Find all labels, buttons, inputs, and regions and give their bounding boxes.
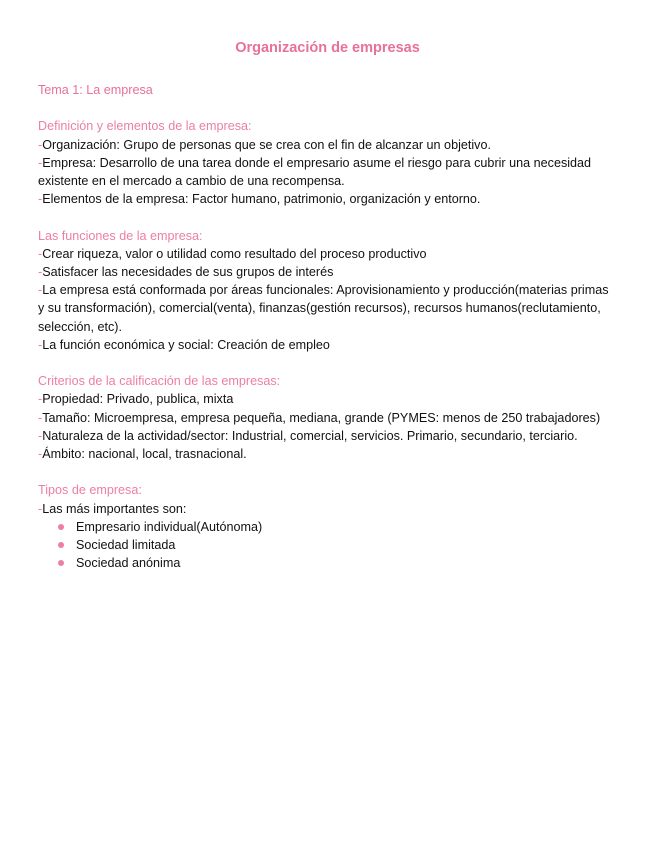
list-item: -La función económica y social: Creación de empleo [38, 337, 330, 352]
item-text: : Grupo de personas que se crea con el fin de alcanzar un objetivo. [116, 137, 491, 152]
section-types [38, 481, 618, 572]
item-label: Propiedad [42, 392, 100, 407]
section-heading: Las funciones de la empresa: [38, 228, 203, 243]
list-item: -Naturaleza de la actividad/sector: Industrial, comercial, servicios. Primario, secundario, terciario. [38, 428, 578, 443]
list-item: -Propiedad: Privado, publica, mixta [38, 392, 234, 407]
bullet-dot-icon [58, 524, 64, 530]
bullet-dot-icon [58, 560, 64, 566]
bullet-text: Sociedad anónima [76, 556, 181, 571]
section-heading: Tipos de empresa: [38, 483, 142, 498]
item-text: : Desarrollo de una tarea donde el empresario asume el riesgo para cubrir una necesidad existente en el mercado a cambio de una recompensa. [38, 155, 592, 188]
section-heading: Definición y elementos de la empresa: [38, 119, 252, 134]
spacer [38, 463, 618, 481]
list-item: -Satisfacer las necesidades de sus grupos de interés [38, 265, 334, 279]
list-item: -Tamaño: Microempresa, empresa pequeña, mediana, grande (PYMES: menos de 250 trabajadores) [38, 410, 601, 425]
list-item: -Elementos de la empresa: Factor humano, patrimonio, organización y entorno. [38, 192, 481, 207]
item-label: Naturaleza de la actividad/sector [42, 428, 225, 443]
section-functions [38, 227, 618, 354]
item-text: : nacional, local, trasnacional. [81, 447, 247, 462]
item-label: Satisfacer las necesidades de sus grupos de interés [42, 265, 334, 279]
document-body [38, 81, 618, 572]
page-title: Organización de empresas [235, 40, 420, 56]
list-item: -Organización: Grupo de personas que se crea con el fin de alcanzar un objetivo. [38, 137, 491, 152]
bullet-item [58, 536, 618, 554]
item-label: La función económica y social: Creación de empleo [42, 337, 330, 352]
company-types-list [38, 518, 618, 573]
item-label: Ámbito [42, 447, 82, 462]
bullet-text: Sociedad limitada [76, 538, 176, 553]
item-label: Elementos de la empresa [42, 192, 186, 207]
bullet-dot-icon [58, 542, 64, 548]
item-label: Las más importantes son: [42, 501, 187, 516]
list-item: -La empresa está conformada por áreas funcionales: Aprovisionamiento y producción(materias primas y su transformación), comercial(venta), finanzas(gestión recursos), recursos humanos(reclutamiento, selección, etc). [38, 283, 609, 334]
item-label: Crear riqueza, valor o utilidad como resultado del proceso productivo [42, 246, 427, 261]
bullet-item [58, 518, 618, 536]
section-heading: Criterios de la calificación de las empresas: [38, 374, 281, 389]
item-label: La empresa está conformada por áreas funcionales: Aprovisionamiento y producción(materias primas y su transformación), comercial(venta), finanzas(gestión recursos), recursos humanos(reclutamiento, selección, etc). [38, 283, 609, 334]
section-criteria [38, 372, 618, 463]
topic-heading: Tema 1: La empresa [38, 83, 153, 97]
item-text: : Privado, publica, mixta [99, 392, 234, 407]
item-text: : Microempresa, empresa pequeña, mediana, grande (PYMES: menos de 250 trabajadores) [87, 410, 601, 425]
list-item: -Ámbito: nacional, local, trasnacional. [38, 447, 247, 462]
list-item: -Empresa: Desarrollo de una tarea donde el empresario asume el riesgo para cubrir una necesidad existente en el mercado a cambio de una recompensa. [38, 155, 592, 188]
item-text: : Factor humano, patrimonio, organización y entorno. [185, 192, 481, 207]
list-item: -Crear riqueza, valor o utilidad como resultado del proceso productivo [38, 246, 427, 261]
item-label: Organización [42, 137, 117, 152]
list-item: -Las más importantes son: [38, 501, 187, 516]
spacer [38, 208, 618, 226]
bullet-item [58, 554, 618, 572]
item-text: : Industrial, comercial, servicios. Primario, secundario, terciario. [224, 428, 578, 443]
section-definitions [38, 117, 618, 208]
item-label: Tamaño [42, 410, 88, 425]
bullet-text: Empresario individual(Autónoma) [76, 519, 263, 534]
item-label: Empresa [42, 155, 93, 170]
spacer [38, 354, 618, 372]
